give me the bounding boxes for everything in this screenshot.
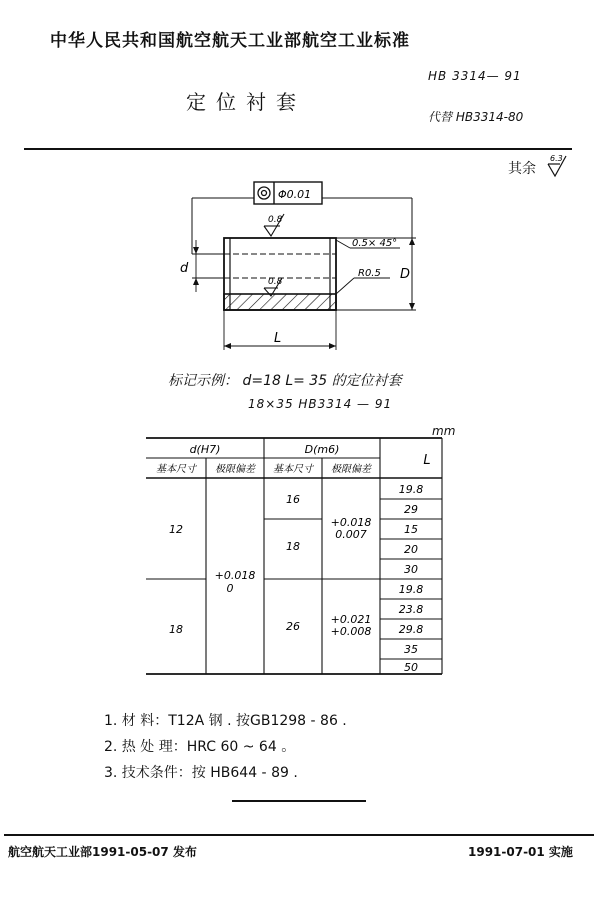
D-tol-a-lower: 0.007 [335,528,367,541]
dimension-table [146,437,446,677]
issuing-organization: 中华人民共和国航空航天工业部航空工业标准 [50,31,410,51]
D-group-header: D(m6) [304,443,340,456]
L-value: 15 [404,523,418,536]
coaxiality-frame [254,182,322,204]
d-value-18: 18 [169,623,183,636]
rest-roughness-value: 6.3 [550,154,563,163]
rest-roughness-symbol [544,152,574,182]
dim-d-label: d [180,261,189,276]
dimension-d [180,240,224,292]
effective-date: 1991-07-01 实施 [468,845,573,859]
L-value: 19.8 [398,583,424,596]
note-technical-conditions: 3. 技术条件：按 HB644 - 89 . [104,765,298,781]
issued-date: 航空航天工业部1991-05-07 发布 [8,845,197,859]
header-rule [24,148,572,150]
D-tol-a-upper: +0.018 [330,516,372,529]
bore-roughness-symbol [264,214,284,236]
document-title: 定位衬套 [186,90,306,114]
radius-label: R0.5 [358,268,381,279]
L-value: 19.8 [398,483,424,496]
L-value: 29 [404,503,418,516]
bushing-section [224,238,336,310]
L-value: 35 [404,643,418,656]
L-value: 23.8 [398,603,424,616]
D-tol-b-upper: +0.021 [330,613,372,626]
L-header: L [423,453,431,468]
dimension-L [224,310,336,350]
marking-example: 标记示例： d=18 L= 35 的定位衬套 [168,373,402,389]
d-tol-lower: 0 [226,582,234,595]
D-value-26: 26 [286,620,300,633]
d-dev-header: 极限偏差 [215,464,255,475]
marking-example-code: 18×35 HB3314 — 91 [248,397,393,411]
D-value-18: 18 [286,540,300,553]
technical-notes [104,708,347,786]
coaxiality-value: Φ0.01 [278,188,312,201]
unit-label: mm [432,424,456,438]
d-group-header: d(H7) [189,443,221,456]
footer-rule [4,834,594,836]
D-value-16: 16 [286,493,300,506]
bore-roughness-value: 0.8 [268,215,283,225]
outer-roughness-symbol [264,277,283,296]
rest-roughness-label: 其余 [508,161,536,177]
outer-roughness-value: 0.8 [268,277,283,287]
L-value: 20 [404,543,418,556]
d-basic-header: 基本尺寸 [156,464,196,475]
note-heat-treatment: 2. 热 处 理：HRC 60 ~ 64 。 [104,739,296,755]
D-basic-header: 基本尺寸 [273,464,313,475]
L-value: 30 [404,563,418,576]
dim-L-label: L [274,331,282,346]
d-tol-upper: +0.018 [214,569,256,582]
D-dev-header: 极限偏差 [331,464,371,475]
D-tol-b-lower: +0.008 [330,625,372,638]
chamfer-callout [336,238,400,249]
coaxiality-icon [258,187,270,199]
bushing-drawing [150,170,450,360]
radius-callout [336,268,390,294]
dim-D-label: D [400,267,411,282]
standard-number: HB 3314— 91 [428,69,522,83]
note-material: 1. 材 料：T12A 钢 . 按GB1298 - 86 . [104,713,347,729]
chamfer-label: 0.5× 45° [352,238,398,249]
L-value: 29.8 [398,623,424,636]
L-value: 50 [404,661,418,674]
d-value-12: 12 [169,523,183,536]
end-rule [232,800,366,802]
replaces-standard: 代替 HB3314-80 [428,110,524,124]
